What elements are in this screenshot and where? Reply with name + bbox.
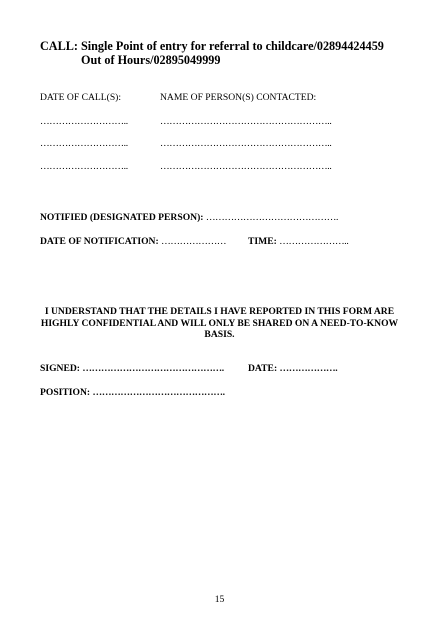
notified-row [40,212,338,223]
persons-contacted-header: NAME OF PERSON(S) CONTACTED: [160,92,317,103]
signed-date-field[interactable]: ………………. [279,363,338,374]
signed-date-label: DATE: [248,363,278,374]
date-field[interactable]: ……………………….. [40,138,128,149]
signed-date-row [248,363,337,374]
signed-label: SIGNED: [40,363,80,374]
date-field[interactable]: ……………………….. [40,161,128,172]
time-field[interactable]: ………………….. [279,236,349,247]
position-label: POSITION: [40,387,91,398]
person-contacted-field[interactable]: ……………………………………………….. [160,138,332,149]
position-row [40,387,225,398]
position-field[interactable]: ……………………………………. [92,387,225,398]
person-contacted-field[interactable]: ……………………………………………….. [160,116,332,127]
time-label: TIME: [248,236,277,247]
date-of-notification-field[interactable]: ………………… [161,236,227,247]
date-field[interactable]: ……………………….. [40,116,128,127]
signature-field[interactable]: ………………………………………. [82,363,224,374]
call-heading-line2: Out of Hours/02895049999 [81,53,221,67]
confidentiality-declaration: I UNDERSTAND THAT THE DETAILS I HAVE REPORTED IN THIS FORM ARE HIGHLY CONFIDENTIAL AND WILL ONLY BE SHARED ON A NEED-TO-KNOW BASIS. [40,306,399,340]
notified-label: NOTIFIED (DESIGNATED PERSON): [40,212,204,223]
date-of-calls-header: DATE OF CALL(S): [40,92,122,103]
page-number: 15 [214,594,225,605]
person-contacted-field[interactable]: ……………………………………………….. [160,161,332,172]
date-of-notification-label: DATE OF NOTIFICATION: [40,236,159,247]
signed-row [40,363,224,374]
call-heading-line1: CALL: Single Point of entry for referral to childcare/02894424459 [40,39,384,53]
designated-person-field[interactable]: ……………………………………. [205,212,339,223]
notification-date-row [40,236,226,247]
notification-time-row [248,236,348,247]
